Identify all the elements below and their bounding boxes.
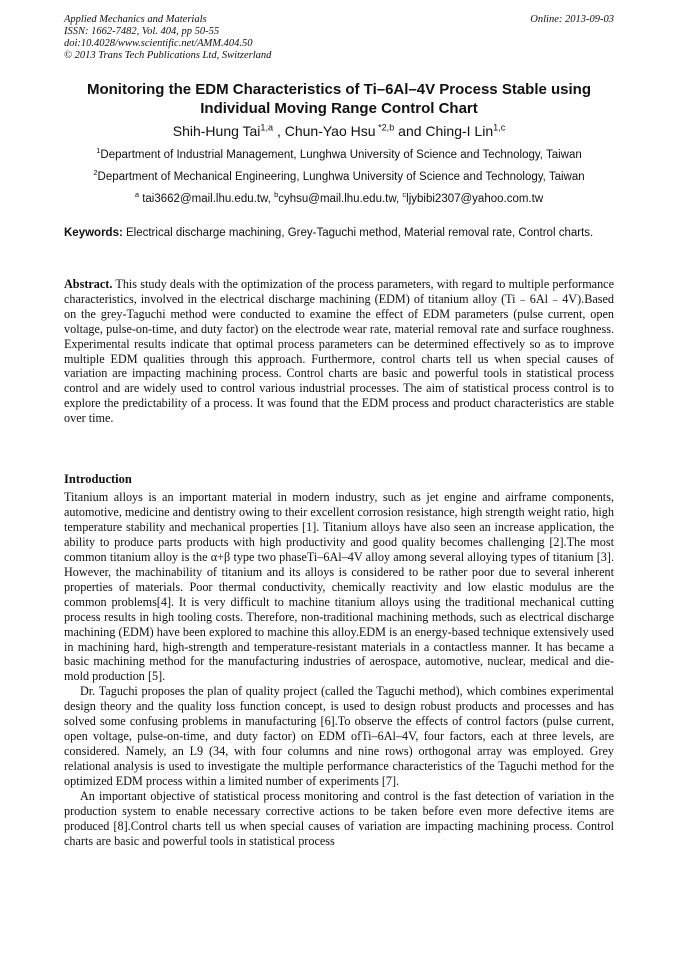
paper-title: Monitoring the EDM Characteristics of Ti–6Al–4V Process Stable using Individual Moving Range Control Chart — [86, 81, 592, 117]
body-paragraph: Dr. Taguchi proposes the plan of quality project (called the Taguchi method), which combines experimental design theory and the quality loss function concept, is used to design robust products and processes and has solved some confusing problems in manufacturing [6].To observe the effects of control factors (pulse current, open voltage, pulse-on-time, and duty factor) on EDM ofTi–6Al–4V, four factors, each at three levels, are considered. Namely, an L9 (34, with four columns and nine rows) orthogonal array was employed. Grey relational analysis is used to investigate the multiple performance characteristics of the Taguchi method for the optimized EDM process within a limited number of experiments [7]. — [64, 684, 614, 789]
author-emails — [30, 192, 648, 207]
author-name: Ching-I Lin — [425, 123, 494, 139]
email-link[interactable]: ljybibi2307@yahoo.com.tw — [406, 193, 544, 205]
introduction-body — [64, 490, 614, 849]
email-superscript: b — [274, 190, 279, 200]
author-superscript: 1,c — [493, 122, 506, 133]
author-separator: and — [394, 123, 426, 139]
abstract-block — [64, 277, 614, 426]
affiliation-2 — [30, 170, 648, 185]
author-list — [30, 122, 648, 140]
author-superscript: *2,b — [375, 122, 395, 133]
email-superscript: a — [134, 190, 140, 200]
body-paragraph: An important objective of statistical process monitoring and control is the fast detection of variation in the production system to enable necessary corrective actions to be taken before even more defective items are produced [8].Control charts tell us when special causes of variation are impacting machining process. Control charts are basic and powerful tools in statistical process — [64, 789, 614, 848]
doi-line: doi:10.4028/www.scientific.net/AMM.404.50 — [64, 38, 253, 49]
copyright-line: © 2013 Trans Tech Publications Ltd, Switzerland — [64, 50, 272, 61]
online-date: Online: 2013-09-03 — [530, 14, 614, 25]
email-superscript: c — [402, 190, 407, 200]
affiliation-superscript: 2 — [93, 168, 98, 178]
section-heading: Introduction — [64, 472, 132, 486]
author-separator: , — [273, 123, 285, 139]
abstract-text: This study deals with the optimization of the process parameters, with regard to multiple performance characteristics, involved in the electrical discharge machining (EDM) of titanium alloy (Ti﹣6Al﹣4V).Based on the grey-Taguchi method were conducted to examine the effect of EDM parameters (pulse current, open voltage, pulse-on-time, and duty factor) on the electrode wear rate, material removal rate and surface roughness. Experimental results indicate that optimal process parameters can be determined effectively so as to improve multiple EDM qualities through this approach. Furthermore, control charts tell us when special causes of variation are impacting machining process. Control charts are basic and powerful tools in statistical process control and are widely used to control various industrial processes. The aim of statistical process control is to explore the predictability of a process. It was found that the EDM process and product characteristics are stable over time. — [64, 277, 614, 426]
keywords-block — [64, 226, 614, 240]
affiliation-superscript: 1 — [96, 146, 101, 156]
email-link[interactable]: cyhsu@mail.lhu.edu.tw, — [278, 193, 403, 205]
email-link[interactable]: tai3662@mail.lhu.edu.tw, — [139, 193, 275, 205]
affiliation-text: Department of Mechanical Engineering, Lunghwa University of Science and Technology, Taiwan — [97, 171, 585, 183]
keywords-label: Keywords: — [64, 227, 123, 239]
abstract-label: Abstract. — [64, 277, 113, 291]
body-paragraph: Titanium alloys is an important material in modern industry, such as jet engine and airframe components, automotive, medicine and dentistry owing to their excellent corrosion resistance, high strength weight ratio, high temperature stability and mechanical properties [1]. Titanium alloys have also seen an increase application, the ability to produce parts products with high productivity and good quality becomes challenging [2].The most common titanium alloy is the α+β type two phaseTi–6Al–4V alloy among several alloying types of titanium [3]. However, the machinability of titanium and its alloys is considered to be rather poor due to several inherent properties of materials. Poor thermal conductivity, chemically reactivity and low elastic modulus are the common problems[4]. It is very difficult to machine titanium alloys using the traditional mechanical cutting process results in high tooling costs. Therefore, non-traditional machining methods, such as electrical discharge machining (EDM) have been explored to machine this alloy.EDM is an energy-based technique extensively used in machining hard, high-strength and temperature-resistant materials in a contactless manner. It has became a basic machining method for the manufacturing industries of aerospace, automotive, nuclear, medical and die-mold production [5]. — [64, 490, 614, 684]
author-name: Chun-Yao Hsu — [284, 123, 376, 139]
author-name: Shih-Hung Tai — [172, 123, 261, 139]
journal-header — [64, 14, 614, 62]
issn-line: ISSN: 1662-7482, Vol. 404, pp 50-55 — [64, 26, 220, 37]
journal-name: Applied Mechanics and Materials — [64, 14, 207, 25]
affiliation-1 — [30, 148, 648, 163]
keywords-text: Electrical discharge machining, Grey-Taguchi method, Material removal rate, Control charts. — [122, 227, 594, 239]
affiliation-text: Department of Industrial Management, Lunghwa University of Science and Technology, Taiwan — [100, 149, 582, 161]
author-superscript: 1,a — [260, 122, 274, 133]
